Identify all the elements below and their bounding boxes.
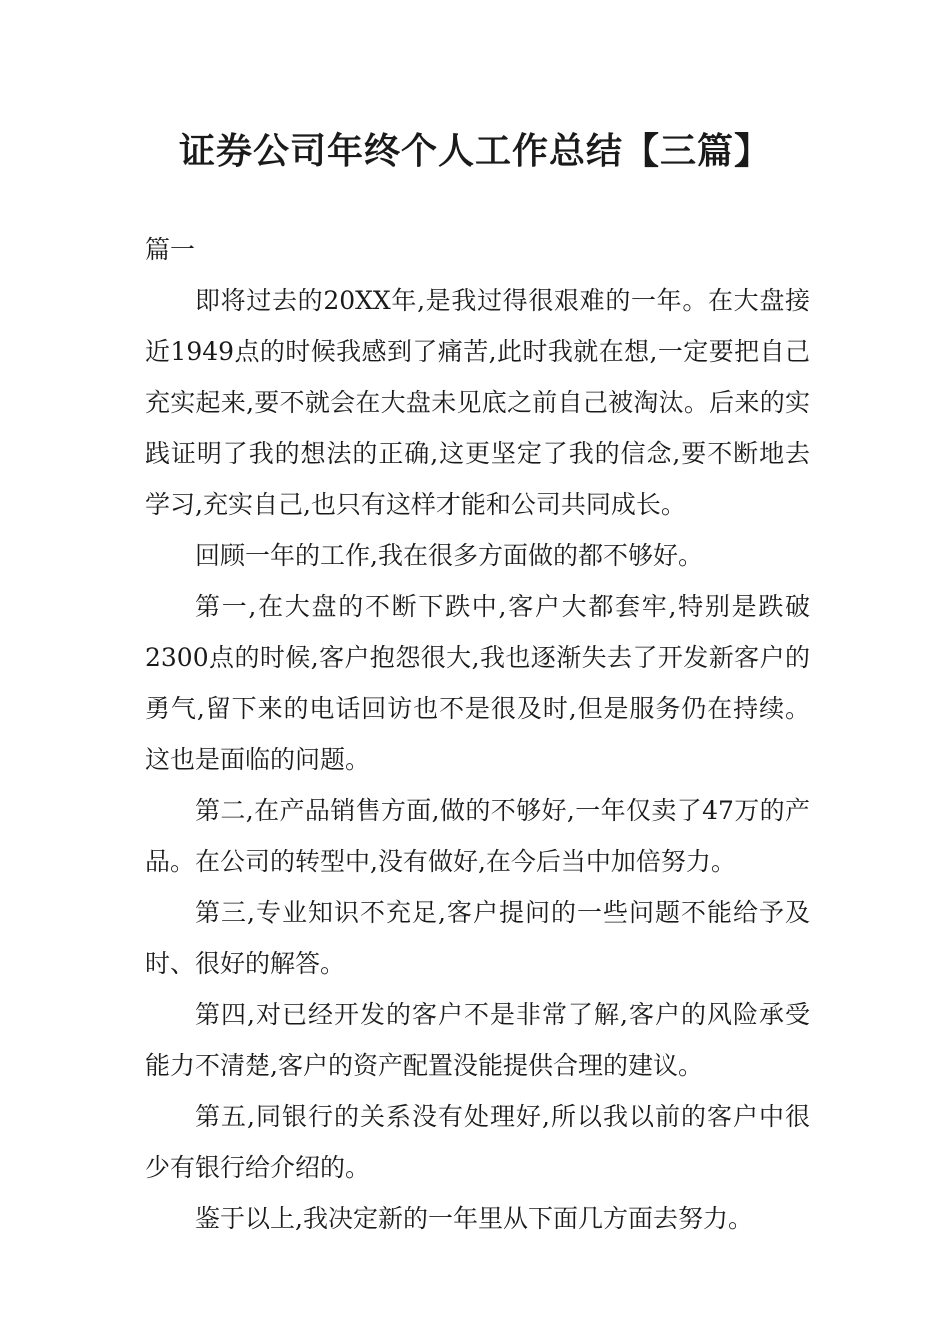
paragraph-point-3: 第三,专业知识不充足,客户提问的一些问题不能给予及时、很好的解答。 (145, 898, 810, 978)
paragraph-point-2: 第二,在产品销售方面,做的不够好,一年仅卖了47万的产品。在公司的转型中,没有做好,在今后当中加倍努力。 (145, 796, 810, 876)
paragraph-review: 回顾一年的工作,我在很多方面做的都不够好。 (195, 541, 703, 570)
section-label: 篇一 (145, 235, 196, 264)
paragraph-point-4: 第四,对已经开发的客户不是非常了解,客户的风险承受能力不清楚,客户的资产配置没能提供合理的建议。 (145, 1000, 810, 1080)
document-body (145, 224, 810, 1244)
paragraph-intro: 即将过去的20XX年,是我过得很艰难的一年。在大盘接近1949点的时候我感到了痛苦,此时我就在想,一定要把自己充实起来,要不就会在大盘未见底之前自己被淘汰。后来的实践证明了我的想法的正确,这更坚定了我的信念,要不断地去学习,充实自己,也只有这样才能和公司共同成长。 (145, 286, 810, 519)
paragraph-point-5: 第五,同银行的关系没有处理好,所以我以前的客户中很少有银行给介绍的。 (145, 1102, 810, 1182)
paragraph-point-1: 第一,在大盘的不断下跌中,客户大都套牢,特别是跌破2300点的时候,客户抱怨很大,我也逐渐失去了开发新客户的勇气,留下来的电话回访也不是很及时,但是服务仍在持续。这也是面临的问题。 (145, 592, 810, 774)
paragraph-conclusion: 鉴于以上,我决定新的一年里从下面几方面去努力。 (195, 1204, 753, 1233)
document-title: 证券公司年终个人工作总结【三篇】 (178, 131, 771, 172)
